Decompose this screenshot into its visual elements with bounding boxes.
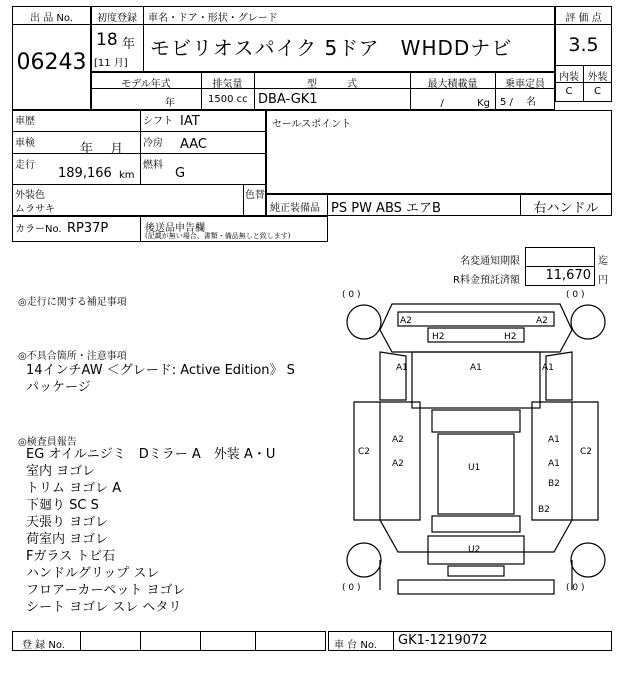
max-load-label: 最大積載量 (427, 79, 478, 90)
max-load-value: / Kg (440, 98, 490, 109)
license-plate (448, 566, 504, 576)
reg-year-unit: 年 (122, 37, 136, 52)
bonnet (412, 352, 540, 408)
tire-front-right (571, 305, 605, 339)
first-reg-label: 初度登録 (97, 13, 137, 24)
rear-bumper (398, 580, 554, 594)
inspector-line: EG オイルニジミ Dミラー A 外装 A・U (26, 447, 276, 462)
color-no-value: RP37P (67, 221, 109, 236)
mark-right-door-b2: B2 (548, 479, 560, 489)
inspector-line: トリム ヨゴレ A (26, 481, 122, 496)
right-side (572, 402, 598, 520)
inspection-value: 年 月 (80, 142, 124, 157)
lot-label: 出 品 No. (30, 13, 73, 24)
ac-label: 冷房 (143, 138, 163, 149)
fuel-label: 燃料 (143, 160, 163, 171)
exterior-grade: C (594, 86, 601, 97)
chassis-label: 車 台 No. (334, 640, 377, 651)
reg-month: [11 月] (94, 58, 128, 69)
color-value: ムラサキ (15, 204, 55, 215)
mark-rear-quarter: B2 (538, 505, 550, 515)
inspector-title: ◎検査員報告 (18, 437, 77, 448)
rear-window (432, 516, 520, 532)
handle-value: 右ハンドル (533, 201, 599, 216)
aftermarket-note: (記載が無い場合、書類・備品無しと致します) (145, 232, 291, 240)
left-side (354, 402, 380, 520)
sales-point-label: セールスポイント (272, 119, 352, 130)
mark-right-door-front: A1 (548, 435, 560, 445)
mark-bonnet: A1 (470, 363, 482, 373)
type-label: 型 式 (307, 79, 357, 90)
inspector-line: 下廻り SC S (26, 498, 99, 513)
defect-line: パッケージ (26, 380, 91, 395)
meter-label: 名変通知期限 (460, 256, 520, 267)
mark-right-side: C2 (580, 447, 593, 457)
inspector-notes (26, 446, 275, 616)
mark-right-fender: A1 (542, 363, 554, 373)
mark-left-side: C2 (358, 447, 371, 457)
interior-label: 内装 (559, 72, 579, 83)
inspector-line: 荷室内 ヨゴレ (26, 532, 109, 547)
displacement-label: 排気量 (212, 79, 243, 90)
type-value: DBA-GK1 (258, 92, 318, 107)
tire-label-fr: ( 0 ) (566, 290, 585, 300)
tire-label-fl: ( 0 ) (342, 290, 361, 300)
shift-label: シフト (143, 116, 173, 127)
aftermarket-label: 後送品申告欄 (145, 223, 205, 234)
tire-rear-left (347, 543, 381, 577)
driving-notes-title: ◎走行に関する補足事項 (18, 297, 127, 308)
reg-no-label: 登 録 No. (22, 640, 65, 651)
lot-number: 06243 (16, 50, 87, 75)
equip-label: 純正装備品 (270, 203, 320, 214)
color-change-label: 色替 (245, 190, 265, 201)
roof (438, 434, 514, 514)
car-name: モビリオスパイク 5ドア WHDDナビ (150, 36, 513, 60)
ac-value: AAC (180, 137, 207, 152)
capacity-label: 乗車定員 (505, 79, 545, 90)
displacement-value: 1500 cc (208, 94, 248, 105)
recycle-label: R料金預託済額 (453, 275, 520, 286)
chassis-value: GK1-1219072 (398, 633, 488, 648)
tire-front-left (347, 305, 381, 339)
defect-notes-title: ◎不具合箇所・注意事項 (18, 351, 127, 362)
mark-roof: U1 (468, 463, 481, 473)
windshield (432, 410, 520, 432)
meter-unit: 迄 (598, 256, 608, 267)
mark-rear-hatch: U2 (468, 545, 481, 555)
mark-front-bumper-right: A2 (536, 316, 548, 326)
fuel-value: G (175, 166, 186, 181)
shift-value: IAT (180, 114, 200, 129)
mark-left-fender: A1 (396, 363, 408, 373)
mark-front-bumper-left: A2 (400, 316, 412, 326)
tire-label-rl: ( 0 ) (342, 583, 361, 593)
recycle-unit: 円 (598, 275, 608, 286)
color-label: 外装色 (15, 190, 45, 201)
capacity-value: 5 / 名 (500, 97, 537, 108)
defect-notes (26, 362, 295, 396)
inspector-line: シート ヨゴレ スレ ヘタリ (26, 600, 182, 615)
inspection-label: 車検 (15, 138, 35, 149)
car-damage-diagram (340, 290, 612, 630)
inspector-line: フロアーカーペット ヨゴレ (26, 583, 186, 598)
interior-grade: C (565, 86, 573, 97)
tire-label-rr: ( 0 ) (566, 583, 585, 593)
inspector-line: 天張り ヨゴレ (26, 515, 109, 530)
name-label: 車名・ドア・形状・グレード (148, 13, 278, 24)
mileage-value: 189,166 (58, 166, 112, 181)
mark-grille-right: H2 (504, 332, 517, 342)
tire-rear-right (571, 543, 605, 577)
exterior-label: 外装 (587, 72, 608, 83)
mark-left-door-front: A2 (392, 435, 404, 445)
score-label: 評 価 点 (565, 13, 602, 24)
mark-right-door-rear: A1 (548, 459, 560, 469)
defect-line: 14インチAW ＜グレード: Active Edition》 S (26, 363, 295, 378)
left-front-fender (380, 352, 406, 400)
history-label: 車歴 (15, 116, 35, 127)
right-front-fender (546, 352, 572, 400)
inspector-line: 室内 ヨゴレ (26, 464, 96, 479)
reg-year: 18 (96, 30, 118, 50)
equip-value: PS PW ABS エアB (331, 201, 441, 216)
mark-left-door-rear: A2 (392, 459, 404, 469)
color-no-label: カラーNo. (15, 224, 62, 235)
meter-box (525, 247, 595, 267)
front-bumper (398, 312, 554, 326)
model-year-label: モデル年式 (121, 79, 171, 90)
score-value: 3.5 (568, 34, 599, 56)
inspector-line: Fガラス トビ石 (26, 549, 116, 564)
mileage-label: 走行 (15, 160, 35, 171)
mileage-unit: km (119, 170, 135, 181)
model-year-unit: 年 (165, 98, 175, 109)
recycle-value: 11,670 (545, 268, 591, 283)
mark-grille-left: H2 (432, 332, 445, 342)
inspector-line: ハンドルグリップ スレ (26, 566, 160, 581)
